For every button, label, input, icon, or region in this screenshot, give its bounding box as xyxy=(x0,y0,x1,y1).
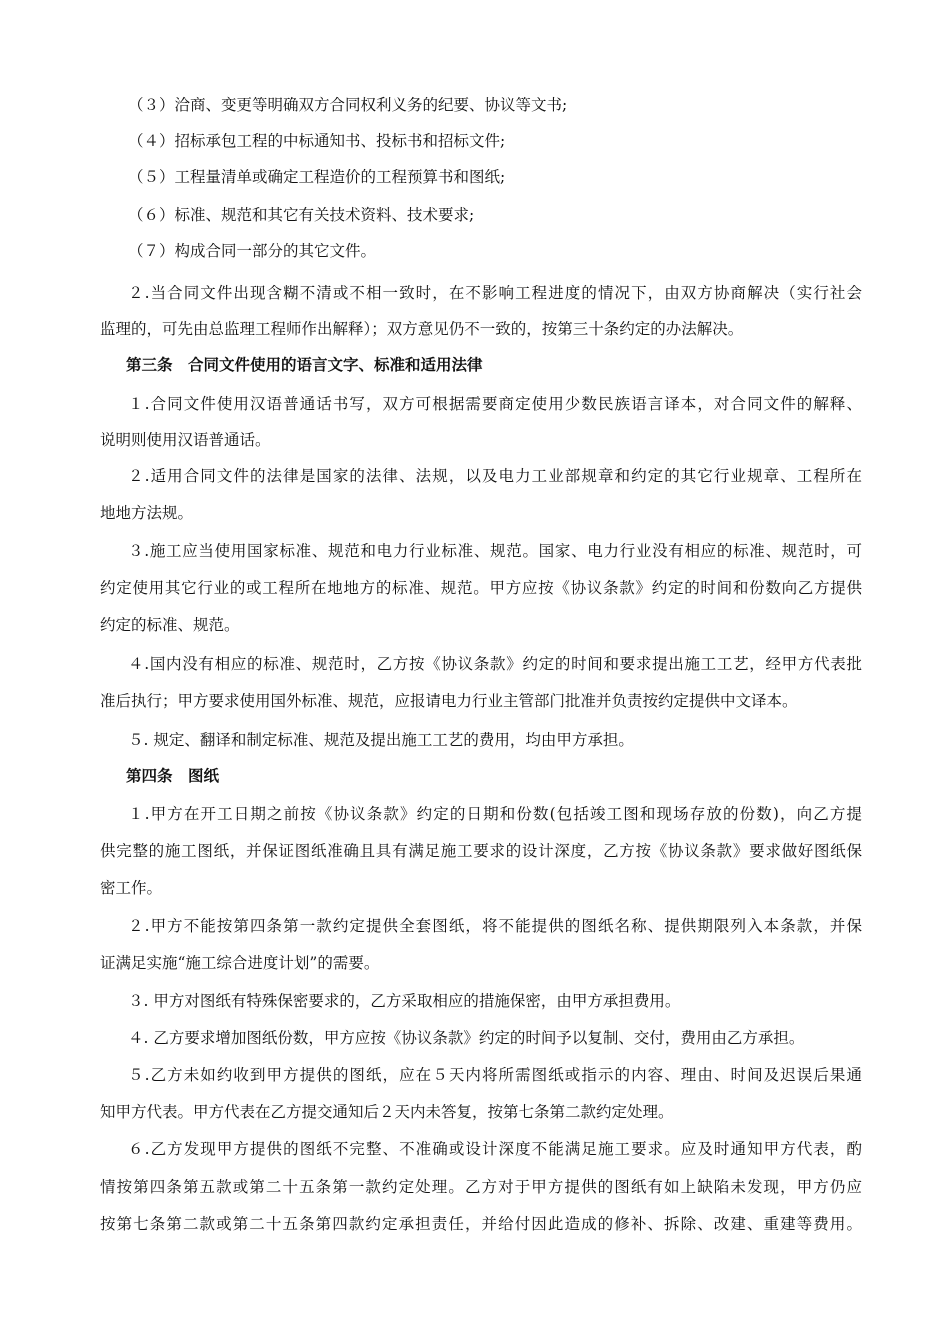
paragraph-line: ２.当合同文件出现含糊不清或不相一致时，在不影响工程进度的情况下，由双方协商解决（实行社会 xyxy=(128,284,862,302)
paragraph-line: 按第七条第二款或第二十五条第四款约定承担责任，并给付因此造成的修补、拆除、改建、重建等费用。 xyxy=(100,1215,862,1233)
paragraph-line: １.合同文件使用汉语普通话书写，双方可根据需要商定使用少数民族语言译本，对合同文件的解释、 xyxy=(128,395,862,413)
paragraph-line: 证满足实施“施工综合进度计划”的需要。 xyxy=(100,954,380,972)
paragraph-line: 情按第四条第五款或第二十五条第一款约定处理。乙方对于甲方提供的图纸有如上缺陷未发现，甲方仍应 xyxy=(100,1178,862,1196)
paragraph-line: ５. 规定、翻译和制定标准、规范及提出施工工艺的费用，均由甲方承担。 xyxy=(128,731,634,749)
paragraph-line: １.甲方在开工日期之前按《协议条款》约定的日期和份数(包括竣工图和现场存放的份数)，向乙方提 xyxy=(128,805,862,823)
paragraph-line: 监理的，可先由总监理工程师作出解释）；双方意见仍不一致的，按第三十条约定的办法解决。 xyxy=(100,320,744,338)
clause-item-5: （５）工程量清单或确定工程造价的工程预算书和图纸; xyxy=(128,168,506,186)
clause-item-3: （３）洽商、变更等明确双方合同权利义务的纪要、协议等文书; xyxy=(128,96,568,114)
paragraph-line: 约定的标准、规范。 xyxy=(100,616,240,634)
paragraph-line: ５.乙方未如约收到甲方提供的图纸，应在５天内将所需图纸或指示的内容、理由、时间及迟误后果通 xyxy=(128,1066,862,1084)
paragraph-line: ４.国内没有相应的标准、规范时，乙方按《协议条款》约定的时间和要求提出施工工艺，经甲方代表批 xyxy=(128,655,862,673)
paragraph-line: 知甲方代表。甲方代表在乙方提交通知后２天内未答复，按第七条第二款约定处理。 xyxy=(100,1103,674,1121)
paragraph-line: 地地方法规。 xyxy=(100,504,194,522)
paragraph-line: ２.适用合同文件的法律是国家的法律、法规，以及电力工业部规章和约定的其它行业规章、工程所在 xyxy=(128,467,862,485)
paragraph-line: 准后执行；甲方要求使用国外标准、规范，应报请电力行业主管部门批准并负责按约定提供中文译本。 xyxy=(100,692,798,710)
clause-item-7: （７）构成合同一部分的其它文件。 xyxy=(128,242,377,260)
article-3-heading: 第三条 合同文件使用的语言文字、标准和适用法律 xyxy=(126,355,483,374)
paragraph-line: ４. 乙方要求增加图纸份数，甲方应按《协议条款》约定的时间予以复制、交付，费用由乙方承担。 xyxy=(128,1029,805,1047)
article-4-heading: 第四条 图纸 xyxy=(126,766,220,785)
paragraph-line: 密工作。 xyxy=(100,879,163,897)
clause-item-4: （４）招标承包工程的中标通知书、投标书和招标文件; xyxy=(128,132,506,150)
paragraph-line: 约定使用其它行业的或工程所在地地方的标准、规范。甲方应按《协议条款》约定的时间和份数向乙方提供 xyxy=(100,579,862,597)
paragraph-line: ６.乙方发现甲方提供的图纸不完整、不准确或设计深度不能满足施工要求。应及时通知甲方代表，酌 xyxy=(128,1140,862,1158)
paragraph-line: ３. 甲方对图纸有特殊保密要求的，乙方采取相应的措施保密，由甲方承担费用。 xyxy=(128,992,681,1010)
paragraph-line: ２.甲方不能按第四条第一款约定提供全套图纸，将不能提供的图纸名称、提供期限列入本条款，并保 xyxy=(128,917,862,935)
paragraph-line: ３.施工应当使用国家标准、规范和电力行业标准、规范。国家、电力行业没有相应的标准、规范时，可 xyxy=(128,542,862,560)
paragraph-line: 说明则使用汉语普通话。 xyxy=(100,431,271,449)
paragraph-line: 供完整的施工图纸，并保证图纸准确且具有满足施工要求的设计深度，乙方按《协议条款》要求做好图纸保 xyxy=(100,842,862,860)
clause-item-6: （６）标准、规范和其它有关技术资料、技术要求; xyxy=(128,206,475,224)
